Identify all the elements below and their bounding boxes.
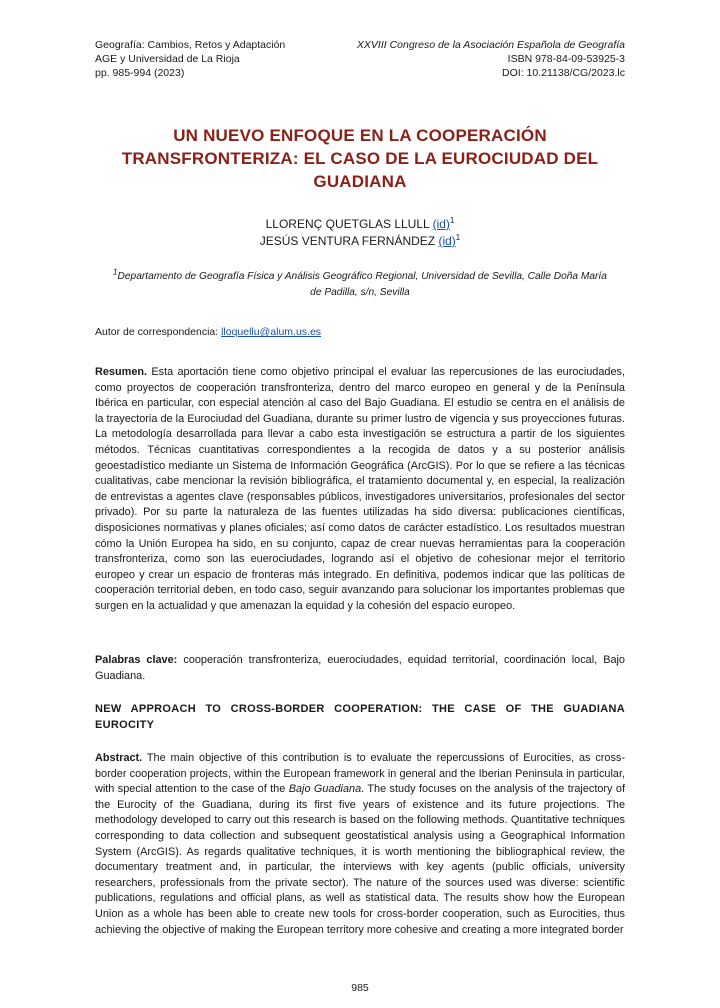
orcid-link[interactable]: (id) bbox=[438, 234, 456, 248]
header-isbn: ISBN 978-84-09-53925-3 bbox=[507, 53, 625, 65]
affiliation-marker: 1 bbox=[455, 233, 461, 242]
correspondence-label: Autor de correspondencia: bbox=[95, 326, 222, 338]
header-doi: DOI: 10.21138/CG/2023.lc bbox=[502, 67, 625, 79]
resumen-text: Esta aportación tiene como objetivo principal el evaluar las repercusiones de las eurociudades, como proyectos de cooperación transfronteriza, dentro del marco europeo en general y de la Península Ibérica en particular, con especial atención al caso del Bajo Guadiana. El estudio se centra en el análisis de la trayectoria de la Eurociudad del Guadiana, durante su primer lustro de vigencia y sus proyecciones futuras. La metodología desarrollada para llevar a cabo esta investigación se estructura a partir de los siguientes métodos. Técnicas cuantitativas correspondientes a la recogida de datos y a su posterior análisis geoestadístico mediante un Sistema de Información Geográfica (ArcGIS). Por lo que se refiere a las técnicas cualitativas, cabe mencionar la revisión bibliográfica, el tratamiento documental y, en especial, la realización de entrevistas a agentes clave (responsables públicos, investigadores universitarios, profesionales del sector privado). Por su parte la naturaleza de las fuentes utilizadas ha sido diversa: publicaciones científicas, disposiciones normativas y planes oficiales; así como datos de carácter estadístico. Los resultados muestran cómo la Unión Europea ha sido, en su conjunto, capaz de crear nuevas herramientas para la cooperación transfronteriza, como son las euerociudades, logrando así el objetivo de cohesionar mejor el territorio europeo y crear un espacio de fronteras más integrado. En definitiva, podemos indicar que las políticas de cooperación territorial deben, en todo caso, seguir avanzando para solucionar los importantes problemas que surgen en la actualidad y que amenazan la equidad y la cohesión del espacio europeo. bbox=[95, 366, 625, 612]
abstract-label: Abstract. bbox=[95, 752, 143, 764]
resumen-paragraph bbox=[95, 365, 625, 615]
keywords-label: Palabras clave: bbox=[95, 654, 178, 666]
page-number: 985 bbox=[351, 982, 369, 994]
correspondence bbox=[95, 326, 321, 338]
affiliation-marker: 1 bbox=[449, 216, 455, 225]
affiliation-text: Departamento de Geografía Física y Análisis Geográfico Regional, Universidad de Sevilla, Calle Doña María de Padilla, s/n, Sevilla bbox=[117, 271, 607, 298]
title-line: TRANSFRONTERIZA: EL CASO DE LA EUROCIUDAD DEL bbox=[121, 149, 599, 168]
header-left bbox=[95, 38, 285, 80]
author-entry bbox=[95, 233, 625, 250]
header-publisher: AGE y Universidad de La Rioja bbox=[95, 53, 240, 65]
abstract-text: The main objective of this contribution is to evaluate the repercussions of Eurocities, as cross-border cooperation projects, within the European framework in general and the Iberian Peninsula in particular, with special attention to the case of the bbox=[95, 752, 625, 796]
abstract-text: . The study focuses on the analysis of the trajectory of the Eurocity of the Guadiana, during its first five years of existence and its future projections. The methodology developed to carry out this research is based on the following methods. Quantitative techniques corresponding to data collection and subsequent geostatistical analysis using a Geographical Information System (ArcGIS). As regards qualitative techniques, it is worth mentioning the bibliographical review, the documentary treatment and, in particular, the interviews with key agents (public officials, university researchers, professionals from the private sector). The nature of the sources used was diverse: scientific publications, regulations and official plans, as well as statistical data. The results show how the European Union as a whole has been able to create new tools for cross-border cooperation, such as Eurocities, thus achieving the objective of making the European territory more cohesive and creating a more integrated border bbox=[95, 783, 625, 936]
english-title: NEW APPROACH TO CROSS-BORDER COOPERATION: THE CASE OF THE GUADIANA EUROCITY bbox=[95, 703, 625, 731]
affiliation-marker: 1 bbox=[113, 267, 118, 277]
author-list bbox=[95, 216, 625, 250]
keywords-text: cooperación transfronteriza, euerociudades, equidad territorial, coordinación local, Bajo Guadiana. bbox=[95, 654, 625, 682]
header-pages: pp. 985-994 (2023) bbox=[95, 67, 185, 79]
abstract-italic-term: Bajo Guadiana bbox=[288, 783, 362, 796]
abstract-paragraph bbox=[95, 751, 625, 938]
header-right bbox=[357, 38, 625, 80]
affiliation bbox=[110, 269, 610, 301]
author-name: JESÚS VENTURA FERNÁNDEZ bbox=[259, 234, 439, 248]
paper-title bbox=[95, 124, 625, 193]
resumen-label: Resumen. bbox=[95, 366, 148, 378]
correspondence-email-link[interactable]: lloquellu@alum.us.es bbox=[221, 326, 322, 338]
orcid-link[interactable]: (id) bbox=[432, 217, 450, 231]
header-journal: Geografía: Cambios, Retos y Adaptación bbox=[95, 39, 286, 51]
header-congress: XXVIII Congreso de la Asociación Española de Geografía bbox=[356, 39, 625, 51]
author-name: LLORENÇ QUETGLAS LLULL bbox=[265, 217, 433, 231]
title-line: GUADIANA bbox=[313, 172, 407, 191]
title-line: UN NUEVO ENFOQUE EN LA COOPERACIÓN bbox=[173, 126, 547, 145]
author-entry bbox=[95, 216, 625, 233]
keywords-paragraph bbox=[95, 653, 625, 684]
